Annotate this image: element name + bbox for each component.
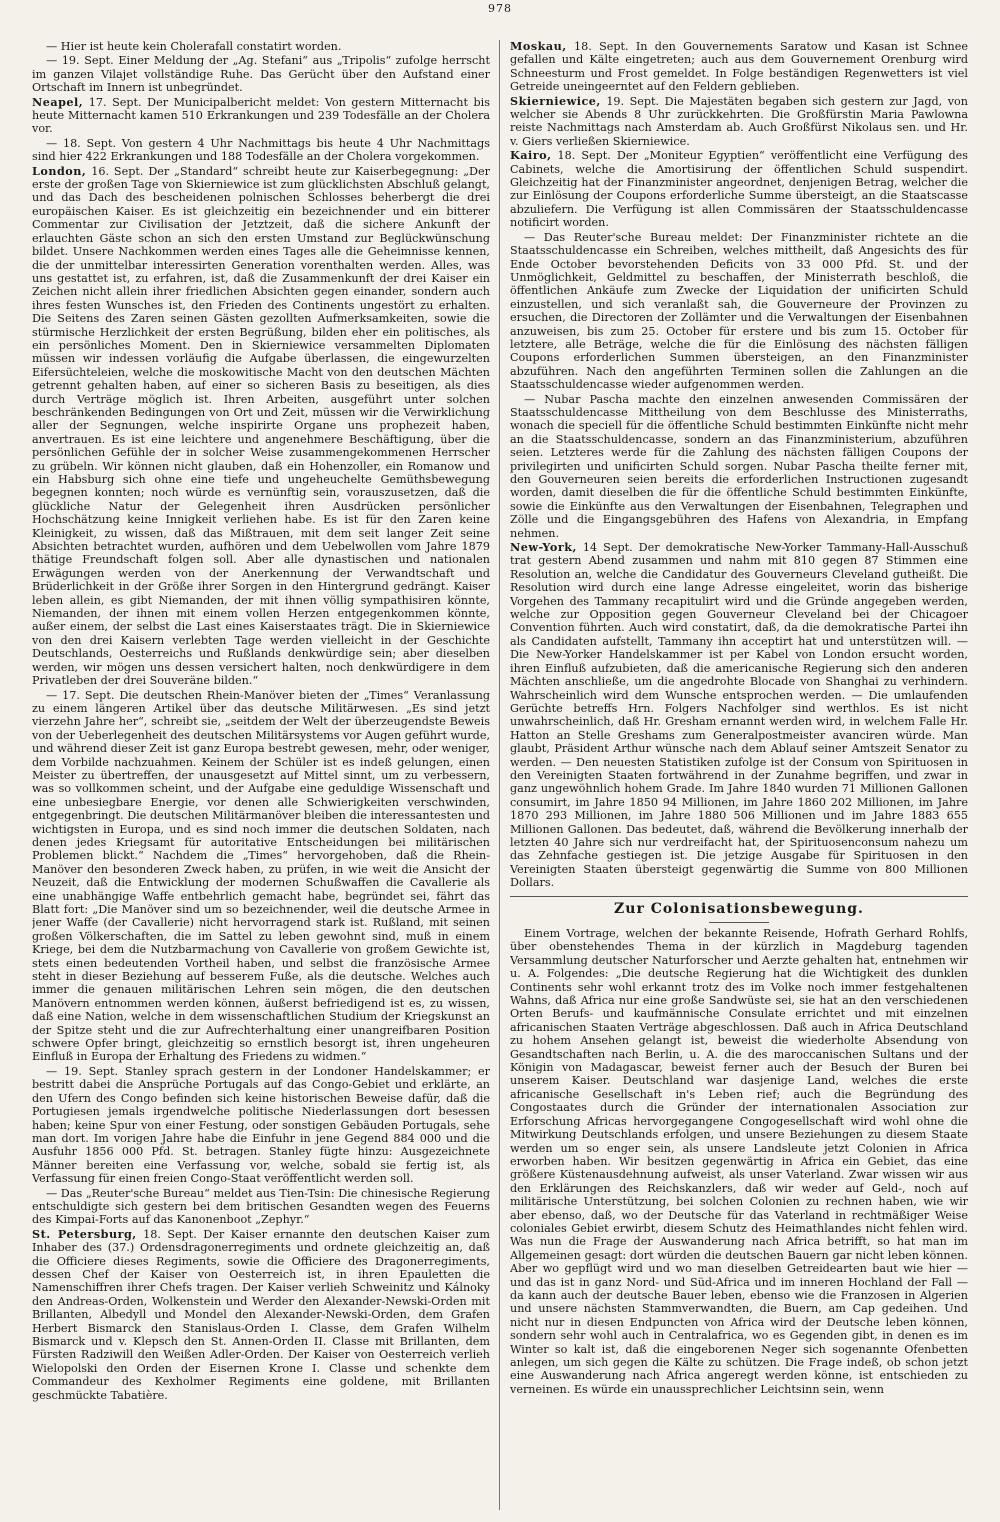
section-title-underline xyxy=(709,922,769,923)
news-text: — Das Reuter'sche Bureau meldet: Der Finanzminister richtete an die Staatsschuldencasse ein Schreiben, welches mittheilt, daß Angesichts des für Ende October bevorstehenden Deficits von 33 000 Pfd. St. und der Unmöglichkeit, Geldmittel zu beschaffen, der Ministerrath beschloß, die öffentlichen Ankäufe zum Zwecke der Liquidation der unificirten Schuld einzustellen, und sich veranlaßt sah, die Gouverneure der Provinzen zu ersuchen, die Directoren der Zollämter und die Verwaltungen der Eisenbahnen anzuweisen, bis zum 25. October für erstere und bis zum 15. October für letztere, alle Beträge, welche die für die Einlösung des nächsten fälligen Coupons erforderlichen Summen übersteigen, an den Finanzminister abzuführen. Nach den angeführten Terminen sollen die Zahlungen an die Staatsschuldencasse wieder aufgenommen werden. xyxy=(510,230,968,392)
news-item xyxy=(510,149,968,229)
news-item xyxy=(32,96,490,136)
news-text: — Nubar Pascha machte den einzelnen anwesenden Commissären der Staatsschuldencasse Mittheilung von dem Beschlusse des Ministerraths, wonach die speciell für die öffentliche Schuld bestimmten Einkünfte nicht mehr an die Staatsschuldencasse, sondern an das Finanzministerium, abzuführen seien. Letzteres werde für die Zahlung des nächsten fälligen Coupons der privilegirten und unificirten Schuld sorgen. Nubar Pascha theilte ferner mit, den Gouverneuren seien bereits die erforderlichen Instructionen zugesandt worden, damit dieselben die für die öffentliche Schuld bestimmten Einkünfte, sowie die Einkünfte aus den Verwaltungen der Eisenbahnen, Telegraphen und Zölle und die Eingangsgebühren des Hafens von Alexandria, in Empfang nehmen. xyxy=(510,392,968,540)
news-item xyxy=(510,231,968,392)
news-item xyxy=(510,541,968,890)
news-item xyxy=(510,40,968,94)
news-item xyxy=(32,165,490,688)
news-item xyxy=(32,1187,490,1227)
section-title: Zur Colonisationsbewegung. xyxy=(614,900,864,917)
column-rule xyxy=(499,40,500,1510)
news-item xyxy=(32,137,490,164)
news-item xyxy=(32,40,490,53)
news-text: — 17. Sept. Die deutschen Rhein-Manöver bieten der „Times“ Veranlassung zu einem längeren Artikel über das deutsche Militärwesen. „Es sind jetzt vierzehn Jahre her“, schreibt sie, „seitdem der Welt der überzeugendste Beweis von der Ueberlegenheit des deutschen Militärsystems vor Augen geführt wurde, und während dieser Zeit ist ganz Europa bestrebt gewesen, mehr, oder weniger, dem Vorbilde nachzuahmen. Keinem der Schüler ist es indeß gelungen, einen Meister zu übertreffen, der unausgesetzt auf Mittel sinnt, um zu verbessern, was so vollkommen scheint, und der Aufgabe eine geduldige Wissenschaft und eine unbesiegbare Energie, vor denen alle Schwierigkeiten verschwinden, entgegenbringt. Die deutschen Militärmanöver bleiben die interessantesten und wichtigsten in Europa, und es sind noch immer die deutschen Soldaten, nach denen jedes Kriegsamt für autoritative Entscheidungen bei militärischen Problemen blickt.“ Nachdem die „Times“ hervorgehoben, daß die Rhein-Manöver den besonderen Zweck haben, zu prüfen, in wie weit die Ansicht der Neuzeit, daß die Entwicklung der modernen Schußwaffen die Cavallerie als eine unabhängige Waffe entbehrlich gemacht habe, begründet sei, fährt das Blatt fort: „Die Manöver sind um so bezeichnender, weil die deutsche Armee in jener Waffe (der Cavallerie) nicht hervorragend stark ist. Rußland, mit seinen großen Völkerschaften, die im Sattel zu leben gewohnt sind, muß in einem Kriege, bei dem die Nutzbarmachung von Cavallerie von großem Gewichte ist, stets einen bedeutenden Vortheil haben, und selbst die französische Armee steht in dieser Beziehung auf besserem Fuße, als die deutsche. Welches auch immer die genauen militärischen Lehren sein mögen, die den deutschen Manövern entnommen werden können, äußerst befriedigend ist es, zu wissen, daß eine Nation, welche in dem wissenschaftlichen Studium der Kriegskunst an der Spitze steht und die zur Aufrechterhaltung einer unangreifbaren Position schwere Opfer bringt, gleichzeitig so ernstlich besorgt ist, ihren ungeheuren Einfluß in Europa der Erhaltung des Friedens zu widmen.“ xyxy=(32,688,490,1064)
news-text: — 18. Sept. Von gestern 4 Uhr Nachmittags bis heute 4 Uhr Nachmittags sind hier 422 Erkrankungen und 188 Todesfälle an der Cholera vorgekommen. xyxy=(32,136,490,164)
news-text: 18. Sept. Der „Moniteur Egyptien“ veröffentlicht eine Verfügung des Cabinets, welche die Amortisirung der öffentlichen Schuld suspendirt. Gleichzeitig hat der Finanzminister angeordnet, denjenigen Betrag, welcher die zur Einlösung der Coupons erforderliche Summe übersteigt, an die Staatscasse abzuliefern. Die Verfügung ist allen Commissären der Staatsschuldencasse notificirt worden. xyxy=(510,149,968,230)
section-divider xyxy=(510,896,968,897)
news-text: 18. Sept. In den Gouvernements Saratow und Kasan ist Schnee gefallen und Kälte eingetreten; auch aus dem Gouvernement Orenburg wird Schneesturm und Frost gemeldet. In Folge beständigen Regenwetters ist viel Getreide uneingeerntet auf den Feldern geblieben. xyxy=(510,40,968,94)
dateline-place: Moskau, xyxy=(510,40,567,53)
right-article-list xyxy=(510,40,968,890)
dateline-place: London, xyxy=(32,163,87,178)
news-text: — Hier ist heute kein Cholerafall constatirt worden. xyxy=(46,40,342,53)
page-number: 978 xyxy=(488,2,512,15)
dateline-place: St. Petersburg, xyxy=(32,1226,137,1241)
dateline-place: Kairo, xyxy=(510,148,552,163)
news-item xyxy=(510,393,968,540)
news-text: 19. Sept. Die Majestäten begaben sich gestern zur Jagd, von welcher sie Abends 8 Uhr zurückkehrten. Die Großfürstin Maria Pawlowna reiste Nachmittags nach Amsterdam ab. Auch Großfürst Nikolaus sen. und Hr. v. Giers verließen Skierniewice. xyxy=(510,94,968,148)
news-text: 17. Sept. Der Municipalbericht meldet: Von gestern Mitternacht bis heute Mitternacht kamen 510 Erkrankungen und 239 Todesfälle an der Cholera vor. xyxy=(32,95,490,136)
news-item xyxy=(32,689,490,1064)
news-item xyxy=(32,1228,490,1402)
news-text: 14 Sept. Der demokratische New-Yorker Tammany-Hall-Ausschuß trat gestern Abend zusammen und nahm mit 810 gegen 87 Stimmen eine Resolution an, welche die Candidatur des Gouverneurs Cleveland gutheißt. Die Resolution wird durch eine lange Adresse eingeleitet, worin das bisherige Vorgehen des Tammany recapitulirt wird und die Gründe angegeben werden, welche zur Opposition gegen Gouverneur Cleveland bei der Chicagoer Convention führten. Auch wird constatirt, daß, da die demokratische Partei ihn als Candidaten aufstellt, Tammany ihn acceptirt hat und unterstützen will. — Die New-Yorker Handelskammer ist per Kabel von London ersucht worden, ihren Einfluß aufzubieten, daß die americanische Regierung sich den anderen Mächten anschließe, um die angedrohte Blocade von Shanghai zu verhindern. Wahrscheinlich wird dem Wunsche entsprochen werden. — Die umlaufenden Gerüchte betreffs Hrn. Folgers Nachfolger sind werthlos. Es ist nicht unwahrscheinlich, daß Hr. Gresham ernannt werden wird, in welchem Falle Hr. Hatton an Stelle Greshams zum Generalpostmeister avanciren würde. Man glaubt, Präsident Arthur wünsche nach dem Ablauf seiner Amtszeit Senator zu werden. — Den neuesten Statistiken zufolge ist der Consum von Spirituosen in den Vereinigten Staaten fortwährend in der Zunahme begriffen, und zwar in ganz ungewöhnlich hohem Grade. Im Jahre 1840 wurden 71 Millionen Gallonen consumirt, im Jahre 1850 94 Millionen, im Jahre 1860 202 Millionen, im Jahre 1870 293 Millionen, im Jahre 1880 506 Millionen und im Jahre 1883 655 Millionen Gallonen. Das bedeutet, daß, während die Bevölkerung innerhalb der letzten 40 Jahre sich nur verdreifacht hat, der Spirituosenconsum nahezu um das Zehnfache gestiegen ist. Die jetzige Ausgabe für Spirituosen in den Vereinigten Staaten übersteigt gegenwärtig die Summe von 800 Millionen Dollars. xyxy=(510,541,968,890)
right-column xyxy=(510,40,968,1510)
left-column xyxy=(32,40,490,1510)
dateline-place: Neapel, xyxy=(32,94,84,109)
news-item xyxy=(510,95,968,149)
news-item xyxy=(32,54,490,94)
section-paragraph: Einem Vortrage, welchen der bekannte Reisende, Hofrath Gerhard Rohlfs, über obenstehendes Thema in der kürzlich in Magdeburg tagenden Versammlung deutscher Naturforscher und Aerzte gehalten hat, entnehmen wir u. A. Folgendes: „Die deutsche Regierung hat die Wichtigkeit des dunklen Continents sehr wohl erkannt trotz des im Volke noch immer festgehaltenen Wahns, daß Africa nur eine große Sandwüste sei, sie hat an den verschiedenen Orten Berufs- und kaufmännische Consulate errichtet und mit einzelnen africanischen Staaten Verträge abgeschlossen. Daß auch in Africa Deutschland zu hohem Ansehen gelangt ist, beweist die wiederholte Absendung von Gesandtschaften nach Berlin, u. A. die des maroccanischen Sultans und der Königin von Madagascar, beweist ferner auch der Besuch der Buren bei unserem Kaiser. Deutschland war dasjenige Land, welches die erste africanische Gesellschaft in's Leben rief; auch die Begründung des Congostaates durch die Gründer der internationalen Association zur Erforschung Africas hervorgegangene Congogesellschaft wird wohl ohne die Mitwirkung Deutschlands erfolgen, und unsere Beziehungen zu diesem Staate werden um so enger sein, als unsere Landsleute jetzt Colonien in Africa erworben haben. Wir besitzen gegenwärtig in Africa ein Gebiet, das eine größere Küstenausdehnung aufweist, als unser Vaterland. Zwar wissen wir aus den Erklärungen des Reichskanzlers, daß wir weder auf Geld-, noch auf militärische Unterstützung, bei solchen Colonien zu rechnen haben, wie wir aber ebenso, daß, wo der Deutsche für das Vaterland in rechtmäßiger Weise coloniales Gebiet erwirbt, diesem Schutz des Heimathlandes nicht fehlen wird. Was nun die Frage der Auswanderung nach Africa betrifft, so hat man im Allgemeinen gesagt: dort würden die deutschen Bauern gar nicht leben können. Aber wo gepflügt wird und wo man dieselben Getreidearten baut wie hier — und das ist in ganz Nord- und Süd-Africa und im inneren Hochland der Fall — da kann auch der deutsche Bauer leben, ebenso wie die Franzosen in Algerien und unsere nächsten Stammverwandten, die Buern, am Cap gedeihen. Und nicht nur in diesen Endpuncten von Africa wird der Deutsche leben können, sondern sehr wohl auch in Centralafrica, wo es Gegenden gibt, in denen es im Winter so kalt ist, daß die eingeborenen Neger sich sogenannte Ofenbetten anlegen, um sich gegen die Kälte zu schützen. Die Frage indeß, ob schon jetzt eine Auswanderung nach Africa angeregt werden könne, ist entschieden zu verneinen. Es würde ein unaussprechlicher Leichtsinn sein, wenn xyxy=(510,927,968,1396)
dateline-place: New-York, xyxy=(510,540,577,555)
news-item xyxy=(32,1065,490,1186)
news-text: — 19. Sept. Stanley sprach gestern in der Londoner Handelskammer; er bestritt dabei die Ansprüche Portugals auf das Congo-Gebiet und erklärte, an den Ufern des Congo befinden sich keine historischen Beweise dafür, daß die Portugiesen jemals irgendwelche politische Niederlassungen dort besessen haben; keine Spur von einer Festung, oder sonstigen Gebäuden Portugals, sehe man dort. Im vorigen Jahre habe die Einfuhr in jene Gegend 884 000 und die Ausfuhr 1856 000 Pfd. St. betragen. Stanley fügte hinzu: Ausgezeichnete Männer bereiten eine Verfassung vor, welche, sobald sie fertig ist, als Verfassung für einen freien Congo-Staat veröffentlicht werden soll. xyxy=(32,1064,490,1186)
section-body xyxy=(510,927,968,1396)
dateline-place: Skierniewice, xyxy=(510,93,601,108)
left-article-list xyxy=(32,40,490,1402)
news-text: — Das „Reuter'sche Bureau“ meldet aus Tien-Tsin: Die chinesische Regierung entschuldigte sich gestern bei dem britischen Gesandten wegen des Feuerns des Kimpai-Forts auf das Kanonenboot „Zephyr.“ xyxy=(32,1186,490,1227)
news-text: 16. Sept. Der „Standard“ schreibt heute zur Kaiserbegegnung: „Der erste der großen Tage von Skierniewice ist zum glücklichsten Abschluß gelangt, und das Dach des bescheidenen polnischen Schlosses beherbergt die drei europäischen Kaiser. Es ist gleichzeitig ein bezeichnender und ein bitterer Commentar zur Civilisation der Jetztzeit, daß die sichere Ankunft der erlauchten Gäste schon an sich den ersten Umstand zur Beglückwünschung bildet. Unsere Nachkommen werden eines Tages alle die Geheimnisse kennen, die der unmittelbar interessirten Generation vorenthalten werden. Alles, was uns gestattet ist, zu erfahren, ist, daß die Zusammenkunft der drei Kaiser ein Zeichen nicht allein ihrer friedlichen Absichten gegen einander, sondern auch ihres festen Wunsches ist, den Frieden des Continents ungestört zu erhalten. Die Seitens des Zaren seinen Gästen gezollten Aufmerksamkeiten, sowie die stürmische Herzlichkeit der ersten Begrüßung, bilden eher ein politisches, als ein persönliches Moment. Den in Skierniewice versammelten Diplomaten müssen wir indessen vorläufig die Aufgabe überlassen, die eingewurzelten Eifersüchteleien, welche die moskowitische Macht von den deutschen Mächten getrennt gehalten haben, auf einer so sicheren Basis zu beseitigen, als dies durch Verträge möglich ist. Ihren Arbeiten, ausgeführt unter solchen beschränkenden Bedingungen von Ort und Zeit, müssen wir die Verwirklichung aller der Segnungen, welche inspirirte Organe uns prophezeit haben, anvertrauen. Es ist eine leichtere und angenehmere Beschäftigung, über die persönlichen Gefühle der in solcher Weise zusammengekommenen Herrscher zu grübeln. Wir können nicht glauben, daß ein Hohenzoller, ein Romanow und ein Habsburg sich ohne eine tiefe und ungeheuchelte Gemüthsbewegung begegnen konnten; noch würde es vernünftig sein, vorauszusetzen, daß die glückliche Natur der Gelegenheit ihren Ausdrücken persönlicher Hochschätzung keine Innigkeit verliehen habe. Es ist für den Zaren keine Kleinigkeit, zu wissen, daß das Mißtrauen, mit dem seit langer Zeit seine Absichten betrachtet wurden, aufhören und dem Uebelwollen vom Jahre 1879 thätige Freundschaft folgen soll. Aber alle dynastischen und nationalen Erwägungen werden von der Anerkennung der Verwandtschaft und Brüderlichkeit in der Größe ihrer Sorgen in den Hintergrund gedrängt. Kaiser leben allein, es gibt Niemanden, der mit ihnen völlig sympathisiren könnte, Niemanden, der ihnen mit einem vollen Herzen entgegenkommen könnte, außer einem, der selbst die Last eines Kaiserstaates trägt. Die in Skierniewice von den drei Kaisern verlebten Tage werden vielleicht in der Geschichte Deutschlands, Oesterreichs und Rußlands denkwürdige sein; aber dieselben werden, wir mögen uns dessen versichert halten, noch denkwürdigere in dem Privatleben der drei Souveräne bilden.“ xyxy=(32,164,490,688)
news-text: — 19. Sept. Einer Meldung der „Ag. Stefani“ aus „Tripolis“ zufolge herrscht im ganzen Vilajet vollständige Ruhe. Das Gerücht über den Aufstand einer Ortschaft im Innern ist unbegründet. xyxy=(32,54,490,95)
news-text: 18. Sept. Der Kaiser ernannte den deutschen Kaiser zum Inhaber des (37.) Ordensdragonerregiments und ordnete gleichzeitig an, daß die Officiere dieses Regiments, sowie die Officiere des Dragonerregiments, dessen Chef der Kaiser von Oesterreich ist, in ihren Epauletten die Namenschiffren ihrer Chefs tragen. Der Kaiser verlieh Schweinitz und Kálnoky den Andreas-Orden, Wolkenstein und Werder den Alexander-Newski-Orden mit Brillanten, Albedyll und Mondel den Alexander-Newski-Orden, dem Grafen Herbert Bismarck den Stanislaus-Orden I. Classe, dem Grafen Wilhelm Bismarck und v. Klepsch den St. Annen-Orden II. Classe mit Brillanten, dem Fürsten Radziwill den Weißen Adler-Orden. Der Kaiser von Oesterreich verlieh Wielopolski den Orden der Eisernen Krone I. Classe und schenkte dem Commandeur des Kexholmer Regiments eine goldene, mit Brillanten geschmückte Tabatière. xyxy=(32,1227,490,1402)
